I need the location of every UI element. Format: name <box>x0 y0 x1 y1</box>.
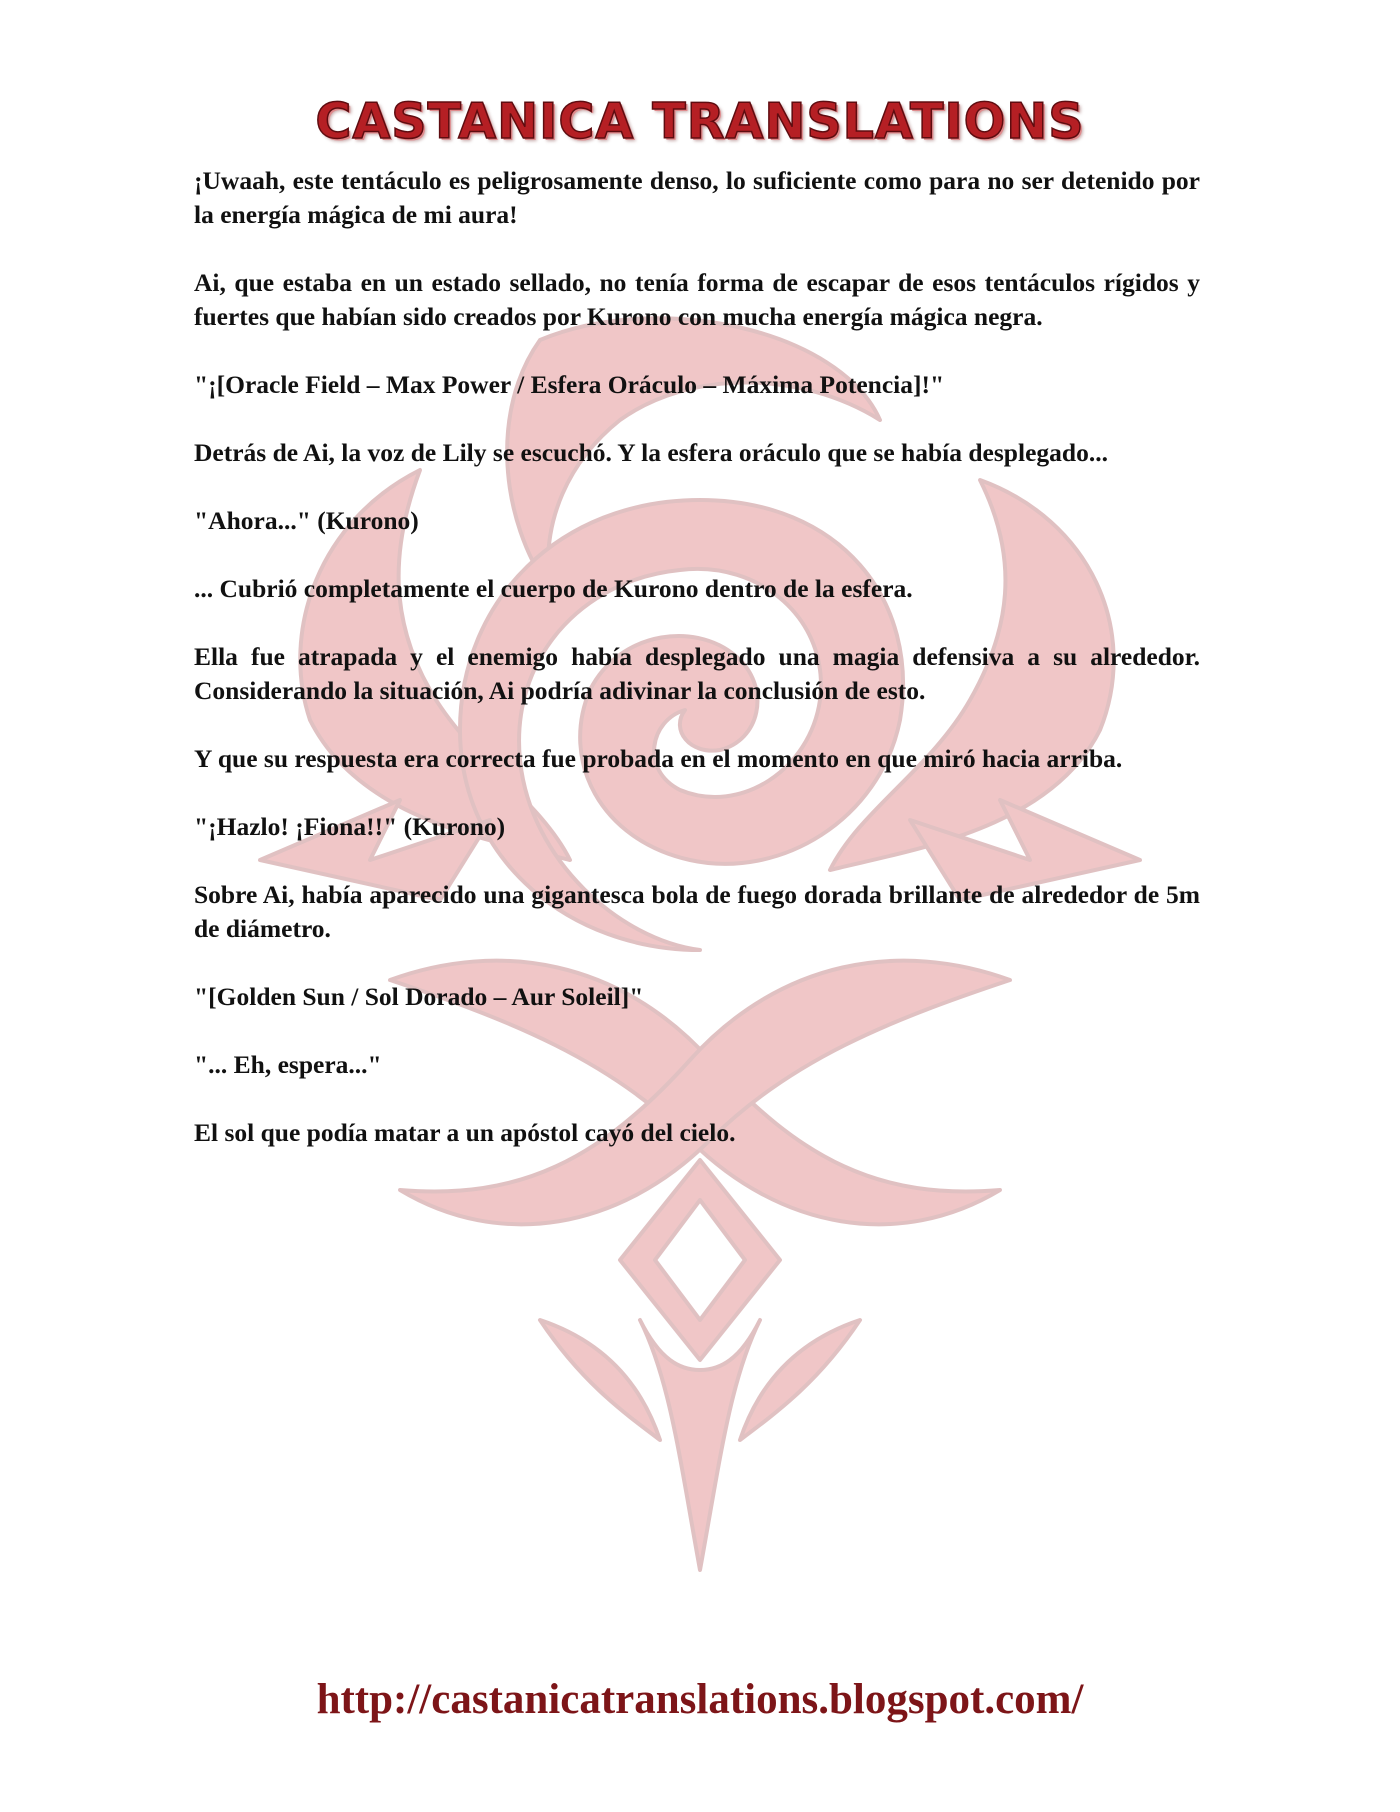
paragraph: Y que su respuesta era correcta fue probada en el momento en que miró hacia arriba. <box>194 744 1123 773</box>
paragraph: Sobre Ai, había aparecido una gigantesca bola de fuego dorada brillante de alrededor de 5m de diámetro. <box>194 880 1200 943</box>
paragraph: Ella fue atrapada y el enemigo había desplegado una magia defensiva a su alrededor. Considerando la situación, Ai podría adivinar la conclusión de esto. <box>194 642 1200 705</box>
paragraph: "Ahora..." (Kurono) <box>194 506 419 535</box>
paragraph: "... Eh, espera..." <box>194 1050 382 1079</box>
paragraph: Detrás de Ai, la voz de Lily se escuchó. Y la esfera oráculo que se había desplegado... <box>194 438 1108 467</box>
paragraph: El sol que podía matar a un apóstol cayó del cielo. <box>194 1118 736 1147</box>
paragraph: Ai, que estaba en un estado sellado, no tenía forma de escapar de esos tentáculos rígidos y fuertes que habían sido creados por Kurono con mucha energía mágica negra. <box>194 268 1200 331</box>
paragraph: ¡Uwaah, este tentáculo es peligrosamente denso, lo suficiente como para no ser detenido por la energía mágica de mi aura! <box>194 166 1200 229</box>
paragraph: "¡Hazlo! ¡Fiona!!" (Kurono) <box>194 812 506 841</box>
paragraph: "¡[Oracle Field – Max Power / Esfera Oráculo – Máxima Potencia]!" <box>194 370 945 399</box>
paragraph: ... Cubrió completamente el cuerpo de Kurono dentro de la esfera. <box>194 574 913 603</box>
blog-url-link[interactable]: http://castanicatranslations.blogspot.com/ <box>316 1676 1084 1723</box>
paragraph: "[Golden Sun / Sol Dorado – Aur Soleil]" <box>194 982 644 1011</box>
site-title: CASTANICA TRANSLATIONS <box>315 93 1085 150</box>
story-text <box>194 164 1200 1184</box>
